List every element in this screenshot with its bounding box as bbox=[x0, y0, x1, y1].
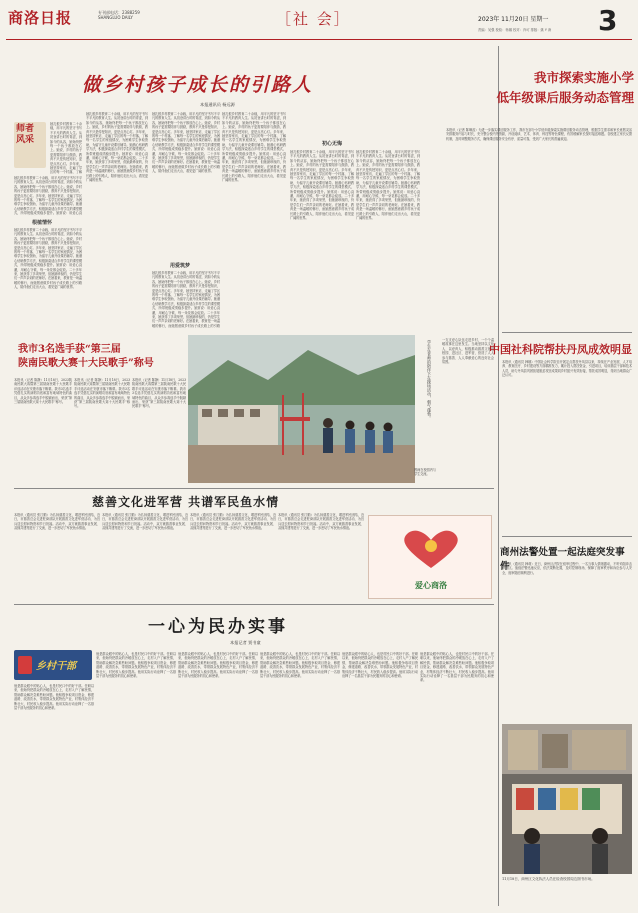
rule-right-low bbox=[502, 536, 632, 537]
newspaper-logo: 商洛日报 bbox=[8, 9, 73, 27]
lead-col1-bottom: 她扎根乡村教育二十余载，用平凡的坚守书写不平凡的教育人生。从初登讲台时的青涩，到如今的从容，她始终把每一个孩子都放在心上。她说，乡村的孩子更需要陪伴与鼓励，教育不只是传授知识，更是点亮心灯。多年来，她坚持家访，走遍了学区的每一个村落，了解每一名学生的家庭情况，为困难学生争取资助，为留守儿童开设课后辅导。她潜心钻研教学方法，积极探索适合乡村学生的课堂模式，所带班级成绩稳步提升。她常说：用爱心浇灌，用耐心守候，每一朵花都会绽放。二十多年来，她获得了多项荣誉，但她最珍视的，仍是学生们一声声亲切的老师好。在她看来，教育是一场温暖的修行，而她愿意做乡村孩子成长路上的引路人，陪伴他们走出大山，看见更广阔的世界。 bbox=[14, 228, 82, 290]
singers-body-1: 本报讯（记者 陈静）11月18日，2023陕南民歌大赛暨第三届陕南民歌十大民歌手评选活动在安康市落下帷幕。我市3名选手凭借扎实的演唱功底和富有地域特色的曲目，从众多参赛选手中脱颖而出，荣获“第三届陕南民歌大赛十大民歌手”称号。 bbox=[14, 378, 72, 405]
mid-right-body: 一支支爱心队伍走进乡村，一个个温暖故事在这里发生。当地坚持以文化人、以爱育人，积极推动慈善文化进校园、进社区、进军营，营造了人人参与慈善、人人奉献爱心的良好社会氛围。 bbox=[442, 338, 494, 365]
bottom-headline: 一心为民办实事 bbox=[148, 617, 288, 637]
bottom-col1: 他是群众眼中的贴心人，也是村民口中的好干部。任职以来，他始终把群众的冷暖放在心上，走村入户了解民情，帮助群众解决急难愁盼问题。他积极争取项目资金，修建道路、改善饮水，带领群众发展特色产业，村集体经济不断壮大，村民收入稳步提高。他用实际行动诠释了一名基层干部为民服务的初心和使命。 bbox=[14, 684, 94, 711]
subhead-3: 初心无悔 bbox=[322, 141, 343, 147]
book-inspection-photo bbox=[502, 724, 632, 874]
lead-col6: 她扎根乡村教育二十余载，用平凡的坚守书写不平凡的教育人生。从初登讲台时的青涩，到如今的从容，她始终把每一个孩子都放在心上。她说，乡村的孩子更需要陪伴与鼓励，教育不只是传授知识，更是点亮心灯。多年来，她坚持家访，走遍了学区的每一个村落，了解每一名学生的家庭情况，为困难学生争取资助，为留守儿童开设课后辅导。她潜心钻研教学方法，积极探索适合乡村学生的课堂模式，所带班级成绩稳步提升。她常说：用爱心浇灌，用耐心守候，每一朵花都会绽放。二十多年来，她获得了多项荣誉，但她最珍视的，仍是学生们一声声亲切的老师好。在她看来，教育是一场温暖的修行，而她愿意做乡村孩子成长路上的引路人，陪伴他们走出大山，看见更广阔的世界。 bbox=[356, 150, 420, 221]
charity-col4: 本报讯（通讯员 张江勤）为弘扬慈善文化，增进军民团结，近日，市慈善总会走进驻商部队开展慈善文化进军营活动，为官兵送去慰问物资和节日祝福。活动中，双方就慈善事业发展、双拥共建等进行了交流，进一步密切了军民鱼水情谊。 bbox=[278, 513, 364, 531]
charity-col3: 本报讯（通讯员 张江勤）为弘扬慈善文化，增进军民团结，近日，市慈善总会走进驻商部队开展慈善文化进军营活动，为官兵送去慰问物资和节日祝福。活动中，双方就慈善事业发展、双拥共建等进行了交流，进一步密切了军民鱼水情谊。 bbox=[190, 513, 276, 531]
teacher-badge-text: 师者风采 bbox=[16, 124, 35, 145]
right-mid-body: 本报讯（通讯员 韩娜）中国社会科学院自开展定点帮扶丹凤县以来，持续在产业发展、人才培养、教育医疗、乡村建设等方面精准发力，累计投入帮扶资金，引进项目，培训基层干部和技术人员，助力丹凤县巩固拓展脱贫攻坚成果同乡村振兴有效衔接，帮扶成效明显，得到当地群众广泛认可。 bbox=[502, 360, 632, 378]
photo-caption-text: 教师在校园内与学生交流。 bbox=[414, 468, 436, 477]
charity-col2: 本报讯（通讯员 张江勤）为弘扬慈善文化，增进军民团结，近日，市慈善总会走进驻商部队开展慈善文化进军营活动，为官兵送去慰问物资和节日祝福。活动中，双方就慈善事业发展、双拥共建等进行了交流，进一步密切了军民鱼水情谊。 bbox=[102, 513, 188, 531]
singers-body-2: 本报讯（记者 陈静）11月18日，2023陕南民歌大赛暨第三届陕南民歌十大民歌手评选活动在安康市落下帷幕。我市3名选手凭借扎实的演唱功底和富有地域特色的曲目，从众多参赛选手中脱颖而出，荣获“第三届陕南民歌大赛十大民歌手”称号。 bbox=[74, 378, 130, 409]
editors-line: 责编：吴强 校检：杨娜 校对：肖可 排版：姚 Y 涛 bbox=[478, 28, 552, 32]
singers-headline-2: 陕南民歌大赛十大民歌手”称号 bbox=[18, 358, 154, 369]
lead-intro: 她扎根乡村教育二十余载，用平凡的坚守书写不平凡的教育人生。从初登讲台时的青涩，到如今的从容，她始终把每一个孩子都放在心上。她说，乡村的孩子更需要陪伴与鼓励，教育不只是传授知识，更是点亮心灯。多年来，她坚持家访，走遍了学区的每一个村落，了解 bbox=[50, 122, 82, 174]
singers-body-3: 本报讯（记者 陈静）11月18日，2023陕南民歌大赛暨第三届陕南民歌十大民歌手评选活动在安康市落下帷幕。我市3名选手凭借扎实的演唱功底和富有地域特色的曲目，从众多参赛选手中脱颖而出，荣获“第三届陕南民歌大赛十大民歌手”称号。 bbox=[132, 378, 186, 409]
lead-col2: 她扎根乡村教育二十余载，用平凡的坚守书写不平凡的教育人生。从初登讲台时的青涩，到如今的从容，她始终把每一个孩子都放在心上。她说，乡村的孩子更需要陪伴与鼓励，教育不只是传授知识，更是点亮心灯。多年来，她坚持家访，走遍了学区的每一个村落，了解每一名学生的家庭情况，为困难学生争取资助，为留守儿童开设课后辅导。她潜心钻研教学方法，积极探索适合乡村学生的课堂模式，所带班级成绩稳步提升。她常说：用爱心浇灌，用耐心守候，每一朵花都会绽放。二十多年来，她获得了多项荣誉，但她最珍视的，仍是学生们一声声亲切的老师好。在她看来，教育是一场温暖的修行，而她愿意做乡村孩子成长路上的引路人，陪伴他们走出大山，看见更广阔的世界。 bbox=[86, 112, 148, 183]
banner-ribbon-icon bbox=[18, 656, 32, 674]
masthead-contact: 专刊部电话：2388259 SHANGLUO DAILY bbox=[98, 10, 140, 20]
right-top-headline-1: 我市探索实施小学 bbox=[533, 70, 634, 85]
bottom-col3: 他是群众眼中的贴心人，也是村民口中的好干部。任职以来，他始终把群众的冷暖放在心上，走村入户了解民情，帮助群众解决急难愁盼问题。他积极争取项目资金，修建道路、改善饮水，带领群众发展特色产业，村集体经济不断壮大，村民收入稳步提高。他用实际行动诠释了一名基层干部为民服务的初心和使命。 bbox=[178, 652, 258, 679]
village-cadre-banner bbox=[14, 650, 92, 680]
masthead-rule bbox=[6, 39, 632, 40]
lead-col1-top: 她扎根乡村教育二十余载，用平凡的坚守书写不平凡的教育人生。从初登讲台时的青涩，到如今的从容，她始终把每一个孩子都放在心上。她说，乡村的孩子更需要陪伴与鼓励，教育不只是传授知识，更是点亮心灯。多年来，她坚持家访，走遍了学区的每一个村落，了解每一名学生的家庭情况，为困难学生争取资助，为留守儿童开设课后辅导。她潜心钻研教学方法，积极探索适合乡村学生的课堂模式，所带班级成绩稳步提升。她常说：用爱心浇 bbox=[14, 176, 82, 216]
right-mid-headline: 中国社科院帮扶丹凤成效明显 bbox=[489, 343, 632, 356]
banner-text: 乡村干部 bbox=[36, 661, 76, 672]
page-number: 3 bbox=[598, 4, 618, 37]
lead-col3-bottom: 她扎根乡村教育二十余载，用平凡的坚守书写不平凡的教育人生。从初登讲台时的青涩，到如今的从容，她始终把每一个孩子都放在心上。她说，乡村的孩子更需要陪伴与鼓励，教育不只是传授知识，更是点亮心灯。多年来，她坚持家访，走遍了学区的每一个村落，了解每一名学生的家庭情况，为困难学生争取资助，为留守儿童开设课后辅导。她潜心钻研教学方法，积极探索适合乡村学生的课堂模式，所带班级成绩稳步提升。她常说：用爱心浇灌，用耐心守候，每一朵花都会绽放。二十多年来，她获得了多项荣誉，但她最珍视的，仍是学生们一声声亲切的老师好。在她看来，教育是一场温暖的修行，而她愿意做乡村孩子成长路上的引路 bbox=[152, 271, 220, 328]
rule-right-mid bbox=[502, 332, 632, 333]
lead-byline: 本报通讯员 杨远源 bbox=[200, 102, 235, 107]
heart-icon bbox=[369, 520, 493, 580]
bottom-col5: 他是群众眼中的贴心人，也是村民口中的好干部。任职以来，他始终把群众的冷暖放在心上，走村入户了解民情，帮助群众解决急难愁盼问题。他积极争取项目资金，修建道路、改善饮水，带领群众发展特色产业，村集体经济不断壮大，村民收入稳步提高。他用实际行动诠释了一名基层干部为民服务的初心和使命。 bbox=[342, 652, 418, 679]
masthead bbox=[0, 0, 638, 42]
right-low-headline: 商州法警处置一起法庭突发事件 bbox=[500, 547, 625, 572]
section-title: ［社 会］ bbox=[276, 10, 351, 28]
teacher-badge bbox=[14, 122, 46, 168]
charity-logo bbox=[368, 515, 492, 599]
bottom-col2: 他是群众眼中的贴心人，也是村民口中的好干部。任职以来，他始终把群众的冷暖放在心上，走村入户了解民情，帮助群众解决急难愁盼问题。他积极争取项目资金，修建道路、改善饮水，带领群众发展特色产业，村集体经济不断壮大，村民收入稳步提高。他用实际行动诠释了一名基层干部为民服务的初心和使命。 bbox=[96, 652, 176, 679]
lead-photo bbox=[188, 335, 415, 483]
right-top-body: 本报讯（记者 陈琳蕊）为进一步落实课后服务工作，我市在部分小学低年级探索实施课后服务动态管理，根据学生需求和家长意愿灵活安排服务内容与时长，充分整合校内外资源，开设阅读、艺术、体育、科技等特色课程，有效缓解家长按时接送难题。各校建立家长反馈机制，及时调整服务方式，确保课后服务安全有序、质量可靠，受到广大家长的普遍欢迎。 bbox=[446, 128, 632, 141]
photo-vertical-caption: 学生在老师的陪伴下在操场活动，朝气蓬勃。 bbox=[427, 340, 432, 420]
issue-date: 2023年 11月20日 星期一 bbox=[478, 16, 549, 23]
lead-col4: 她扎根乡村教育二十余载，用平凡的坚守书写不平凡的教育人生。从初登讲台时的青涩，到如今的从容，她始终把每一个孩子都放在心上。她说，乡村的孩子更需要陪伴与鼓励，教育不只是传授知识，更是点亮心灯。多年来，她坚持家访，走遍了学区的每一个村落，了解每一名学生的家庭情况，为困难学生争取资助，为留守儿童开设课后辅导。她潜心钻研教学方法，积极探索适合乡村学生的课堂模式，所带班级成绩稳步提升。她常说：用爱心浇灌，用耐心守候，每一朵花都会绽放。二十多年来，她获得了多项荣誉，但她最珍视的，仍是学生们一声声亲切的老师好。在她看来，教育是一场温暖的修行，而她愿意做乡村孩子成长路上的引路人，陪伴他们走出大山，看见更广阔的世界。 bbox=[222, 112, 286, 183]
bottom-col4: 他是群众眼中的贴心人，也是村民口中的好干部。任职以来，他始终把群众的冷暖放在心上，走村入户了解民情，帮助群众解决急难愁盼问题。他积极争取项目资金，修建道路、改善饮水，带领群众发展特色产业，村集体经济不断壮大，村民收入稳步提高。他用实际行动诠释了一名基层干部为民服务的初心和使命。 bbox=[260, 652, 340, 679]
lead-headline: 做乡村孩子成长的引路人 bbox=[82, 74, 314, 96]
subhead-1: 根植情怀 bbox=[32, 220, 53, 226]
subhead-2: 用爱筑梦 bbox=[170, 263, 191, 269]
bottom-col6: 他是群众眼中的贴心人，也是村民口中的好干部。任职以来，他始终把群众的冷暖放在心上，走村入户了解民情，帮助群众解决急难愁盼问题。他积极争取项目资金，修建道路、改善饮水，带领群众发展特色产业，村集体经济不断壮大，村民收入稳步提高。他用实际行动诠释了一名基层干部为民服务的初心和使命。 bbox=[420, 652, 494, 683]
right-top-headline-2: 低年级课后服务动态管理 bbox=[496, 90, 634, 105]
rule-bottom bbox=[14, 604, 494, 605]
rule-charity bbox=[14, 488, 494, 489]
lead-col5: 她扎根乡村教育二十余载，用平凡的坚守书写不平凡的教育人生。从初登讲台时的青涩，到如今的从容，她始终把每一个孩子都放在心上。她说，乡村的孩子更需要陪伴与鼓励，教育不只是传授知识，更是点亮心灯。多年来，她坚持家访，走遍了学区的每一个村落，了解每一名学生的家庭情况，为困难学生争取资助，为留守儿童开设课后辅导。她潜心钻研教学方法，积极探索适合乡村学生的课堂模式，所带班级成绩稳步提升。她常说：用爱心浇灌，用耐心守候，每一朵花都会绽放。二十多年来，她获得了多项荣誉，但她最珍视的，仍是学生们一声声亲切的老师好。在她看来，教育是一场温暖的修行，而她愿意做乡村孩子成长路上的引路人，陪伴他们走出大山，看见更广阔的世界。 bbox=[290, 150, 354, 221]
lead-col3: 她扎根乡村教育二十余载，用平凡的坚守书写不平凡的教育人生。从初登讲台时的青涩，到如今的从容，她始终把每一个孩子都放在心上。她说，乡村的孩子更需要陪伴与鼓励，教育不只是传授知识，更是点亮心灯。多年来，她坚持家访，走遍了学区的每一个村落，了解每一名学生的家庭情况，为困难学生争取资助，为留守儿童开设课后辅导。她潜心钻研教学方法，积极探索适合乡村学生的课堂模式，所带班级成绩稳步提升。她常说：用爱心浇灌，用耐心守候，每一朵花都会绽放。二十多年来，她获得了多项荣誉，但她最珍视的，仍是学生们一声声亲切的老师好。在她看来，教育是一场温暖的修行，而她愿意做乡村孩子成长路上的引路人，陪伴他们走出大山，看见更广阔的世界。 bbox=[152, 112, 220, 174]
book-photo-caption: 11月18日，商州区文化执法人员在检查校园周边图书市场。 bbox=[502, 877, 595, 881]
singers-headline-1: 我市3名选手获“第三届 bbox=[18, 344, 121, 355]
charity-logo-text: 爱心商洛 bbox=[415, 580, 447, 590]
charity-headline: 慈善文化进军营 共谱军民鱼水情 bbox=[92, 495, 280, 509]
bottom-byline: 本报记者 贾书童 bbox=[230, 640, 261, 645]
right-low-body: 本报讯（通讯员 韩莉）近日，商州区法院在庭审过程中，一名当事人情绪激动，不听劝阻冲击审判区。值庭法警迅速反应，依法果断处置，及时控制现场，保障了庭审秩序和诉讼参与人安全，庭审随后顺利进行。 bbox=[502, 562, 632, 575]
charity-col1: 本报讯（通讯员 张江勤）为弘扬慈善文化，增进军民团结，近日，市慈善总会走进驻商部队开展慈善文化进军营活动，为官兵送去慰问物资和节日祝福。活动中，双方就慈善事业发展、双拥共建等进行了交流，进一步密切了军民鱼水情谊。 bbox=[14, 513, 100, 531]
